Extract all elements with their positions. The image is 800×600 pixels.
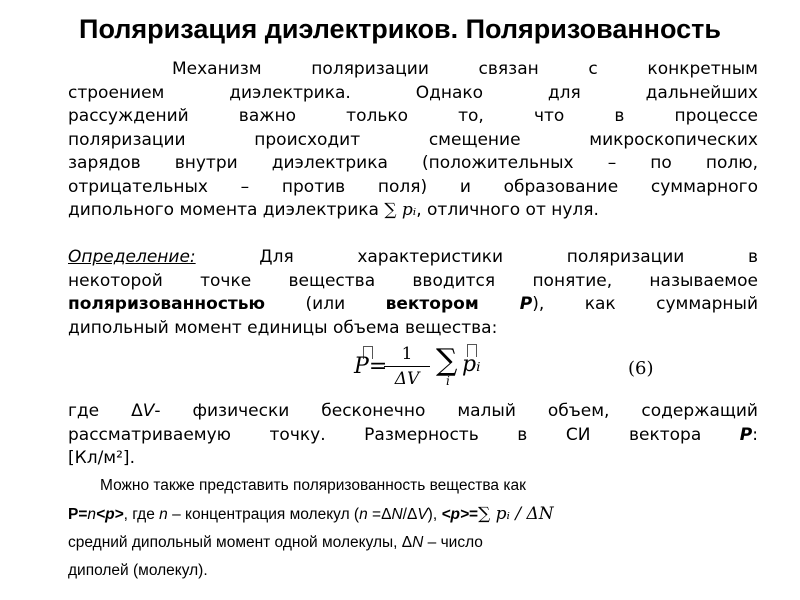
text-fragment: , где: [123, 506, 160, 523]
text-line: [68, 246, 758, 270]
fraction-denominator: ΔV: [394, 369, 420, 389]
fraction-numerator: 1: [401, 344, 413, 364]
symbol-p: P: [68, 506, 79, 523]
symbol-n: n: [159, 506, 168, 523]
symbol-N: N: [412, 534, 424, 551]
symbol-v: V: [417, 506, 428, 523]
text-fragment: /Δ: [402, 506, 418, 523]
symbol-n: n: [359, 506, 368, 523]
text-fragment: Для характеристики поляризации в: [259, 247, 758, 267]
text-line: Механизм поляризации связан с конкретным: [172, 59, 758, 79]
text-line: [68, 400, 758, 424]
formula-term: pᵢ: [462, 352, 481, 377]
paragraph-concentration: [68, 472, 758, 585]
text-line: [68, 199, 758, 223]
text-fragment: где Δ: [68, 401, 143, 421]
symbol-N: N: [391, 506, 403, 523]
formula-symbol: P: [354, 354, 369, 379]
sum-sign-icon: ∑: [436, 343, 458, 378]
fraction-bar: [384, 366, 430, 367]
text-line: диполей (молекул).: [68, 562, 208, 579]
symbol-n: n: [87, 506, 97, 523]
term-polarization: поляризованностью: [68, 294, 266, 314]
avg-dipole: <p>: [96, 506, 124, 523]
sum-dipole-formula: ∑ pᵢ: [384, 200, 417, 220]
text-fragment: - физически бесконечно малый объем, содержащий: [154, 401, 758, 421]
term-vector: вектором: [385, 294, 520, 314]
avg-dipole-formula: ∑ pᵢ / ΔN: [478, 504, 554, 524]
text-fragment: =Δ: [367, 506, 392, 523]
sum-index: i: [446, 374, 450, 388]
page-title: Поляризация диэлектриков. Поляризованность: [79, 14, 721, 44]
text-fragment: :: [752, 424, 758, 445]
text-fragment: =: [469, 506, 479, 523]
symbol-p: P: [519, 294, 533, 314]
text-line: строением диэлектрика. Однако для дальнейших: [68, 82, 758, 103]
text-fragment: – число: [423, 534, 483, 551]
formula-fraction: [380, 344, 434, 389]
text-line: [Кл/м²].: [68, 448, 135, 468]
symbol-v: V: [142, 401, 155, 421]
text-fragment: средний дипольный момент одной молекулы, Δ: [68, 534, 413, 551]
paragraph-volume: [68, 400, 758, 471]
polarization-formula: [350, 344, 670, 394]
paragraph-mechanism: [68, 58, 758, 223]
avg-dipole: <p>: [441, 506, 470, 523]
text-line: дипольный момент единицы объема вещества:: [68, 317, 498, 338]
text-line: [68, 529, 758, 557]
text-fragment: – концентрация молекул (: [167, 506, 360, 523]
text-fragment: (или: [265, 294, 386, 314]
paragraph-definition: [68, 246, 758, 340]
text-line: рассуждений важно только то, что в процессе: [68, 106, 758, 126]
text-fragment: дипольного момента диэлектрика: [68, 200, 379, 220]
formula-equals: =: [368, 354, 388, 379]
equation-number: (6): [628, 358, 654, 379]
symbol-p: P: [739, 424, 753, 445]
text-line: отрицательных – против поля) и образование суммарного: [68, 176, 758, 197]
text-line: [68, 293, 758, 317]
text-fragment: , отличного от нуля.: [416, 200, 599, 220]
text-line: Можно также представить поляризованность вещества как: [100, 477, 526, 494]
text-line: [68, 424, 758, 448]
text-fragment: ),: [427, 506, 442, 523]
definition-label: Определение:: [68, 247, 196, 267]
text-fragment: рассматриваемую точку. Размерность в СИ вектора: [68, 424, 740, 445]
text-fragment: ), как суммарный: [532, 294, 758, 314]
text-line: некоторой точке вещества вводится понятие, называемое: [68, 270, 758, 291]
text-line: зарядов внутри диэлектрика (положительных – по полю,: [68, 153, 758, 173]
text-line: поляризации происходит смещение микроскопических: [68, 129, 758, 150]
text-line: [68, 500, 758, 529]
text-fragment: =: [78, 506, 88, 523]
